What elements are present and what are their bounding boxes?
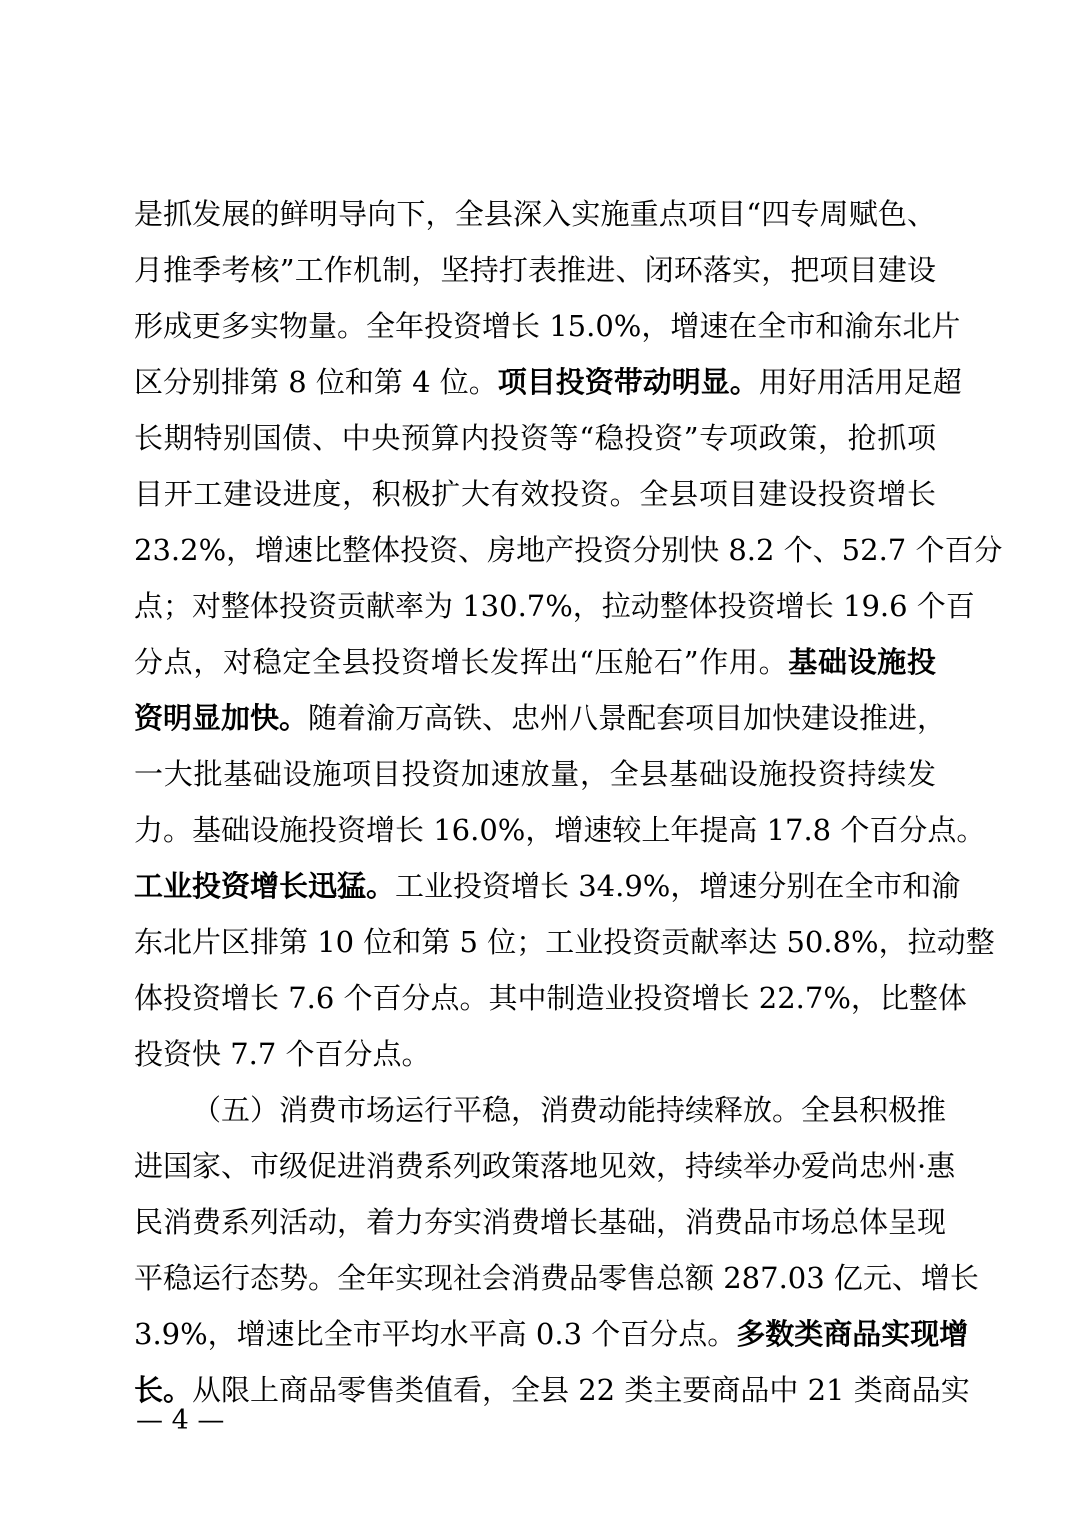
bold-heading: 资明显加快。: [134, 701, 309, 735]
bold-heading: 工业投资增长迅猛。: [134, 869, 396, 903]
text-line: 平稳运行态势。全年实现社会消费品零售总额 287.03 亿元、增长: [134, 1261, 979, 1295]
text-line: 体投资增长 7.6 个百分点。其中制造业投资增长 22.7%，比整体: [134, 981, 967, 1015]
text-line: 东北片区排第 10 位和第 5 位；工业投资贡献率达 50.8%，拉动整: [134, 925, 995, 959]
text-line: 工业投资增长迅猛。工业投资增长 34.9%，增速分别在全市和渝: [134, 869, 961, 903]
text-line: 目开工建设进度，积极扩大有效投资。全县项目建设投资增长: [134, 477, 936, 511]
bold-heading: 长。: [134, 1373, 193, 1407]
text-line: 区分别排第 8 位和第 4 位。项目投资带动明显。用好用活用足超: [134, 365, 962, 399]
text-line: 民消费系列活动，着力夯实消费增长基础，消费品市场总体呈现: [134, 1205, 947, 1239]
text-line: 长。从限上商品零售类值看，全县 22 类主要商品中 21 类商品实: [134, 1373, 970, 1407]
text-line: 形成更多实物量。全年投资增长 15.0%，增速在全市和渝东北片: [134, 309, 961, 343]
bold-heading: 多数类商品实现增: [736, 1317, 969, 1351]
text-line: 分点，对稳定全县投资增长发挥出“压舱石”作用。基础设施投: [134, 645, 936, 679]
text-line: （五）消费市场运行平稳，消费动能持续释放。全县积极推: [192, 1093, 947, 1127]
text-line: 23.2%，增速比整体投资、房地产投资分别快 8.2 个、52.7 个百分: [134, 533, 1003, 567]
page-number: — 4 —: [136, 1405, 225, 1436]
text-line: 是抓发展的鲜明导向下，全县深入实施重点项目“四专周赋色、: [134, 197, 936, 231]
text-line: 点；对整体投资贡献率为 130.7%，拉动整体投资增长 19.6 个百: [134, 589, 975, 623]
text-line: 月推季考核”工作机制，坚持打表推进、闭环落实，把项目建设: [134, 253, 936, 287]
bold-heading: 基础设施投: [788, 645, 936, 679]
text-line: 长期特别国债、中央预算内投资等“稳投资”专项政策，抢抓项: [134, 421, 936, 455]
text-line: 进国家、市级促进消费系列政策落地见效，持续举办爱尚忠州·惠: [134, 1149, 956, 1183]
bold-heading: 项目投资带动明显。: [497, 365, 759, 399]
text-line: 力。基础设施投资增长 16.0%，增速较上年提高 17.8 个百分点。: [134, 813, 986, 847]
text-line: 投资快 7.7 个百分点。: [134, 1037, 431, 1071]
text-line: 3.9%，增速比全市平均水平高 0.3 个百分点。多数类商品实现增: [134, 1317, 969, 1351]
text-line: 资明显加快。随着渝万高铁、忠州八景配套项目加快建设推进，: [134, 701, 947, 735]
text-line: 一大批基础设施项目投资加速放量，全县基础设施投资持续发: [134, 757, 936, 791]
